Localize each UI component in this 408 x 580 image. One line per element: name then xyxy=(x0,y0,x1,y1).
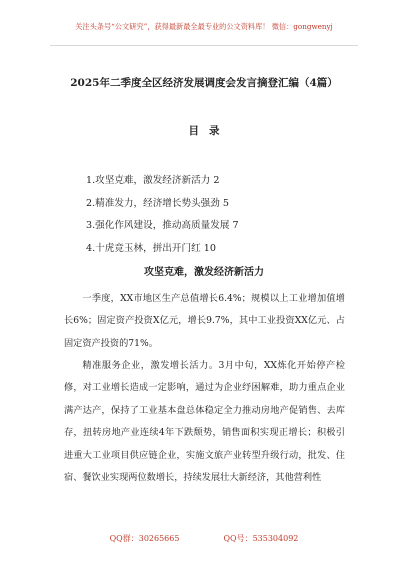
body-paragraph: 精准服务企业，激发增长活力。3月中旬，XX炼化开始停产检修，对工业增长造成一定影响，通过为企业纾困解难，助力重点企业满产达产，保持了工业基本盘总体稳定全力推动房地产促销售、去库存，扭转房地产业连续4年下跌颓势，销售面积实现正增长；积极引进重大工业项目供应链企业，实施文旅产业转型升级行动，批发、住宿、餐饮业实现两位数增长，持续发展壮大新经济，其他营利性 xyxy=(64,360,345,484)
section-heading: 攻坚克难，激发经济新活力 xyxy=(144,267,264,278)
toc-item[interactable]: 1.攻坚克难，激发经济新活力 2 xyxy=(86,175,220,186)
toc-heading: 目录 xyxy=(188,125,230,137)
document-title: 2025年二季度全区经济发展调度会发言摘登汇编（4篇） xyxy=(70,77,338,89)
footer-qq-number: QQ号：535304092 xyxy=(223,534,299,543)
toc-item[interactable]: 3.强化作风建设，推动高质量发展 7 xyxy=(86,220,239,231)
table-of-contents xyxy=(86,170,239,260)
toc-item[interactable]: 2.精准发力，经济增长势头强劲 5 xyxy=(86,197,230,209)
footer-contacts xyxy=(0,533,408,544)
header-divider xyxy=(50,45,358,46)
body-paragraph: 一季度，XX市地区生产总值增长6.4%；规模以上工业增加值增长6%；固定资产投资X亿元，增长9.7%，其中工业投资XX亿元、占固定资产投资的71%。 xyxy=(64,293,345,349)
footer-qq-group: QQ群：30265665 xyxy=(109,534,180,543)
toc-item[interactable]: 4.十虎竞玉林，拼出开门红 10 xyxy=(86,242,216,254)
header-promo-text: 关注头条号“公文研究”，获得最新最全最专业的公文资料库！ 微信：gongwenyj xyxy=(75,22,333,31)
